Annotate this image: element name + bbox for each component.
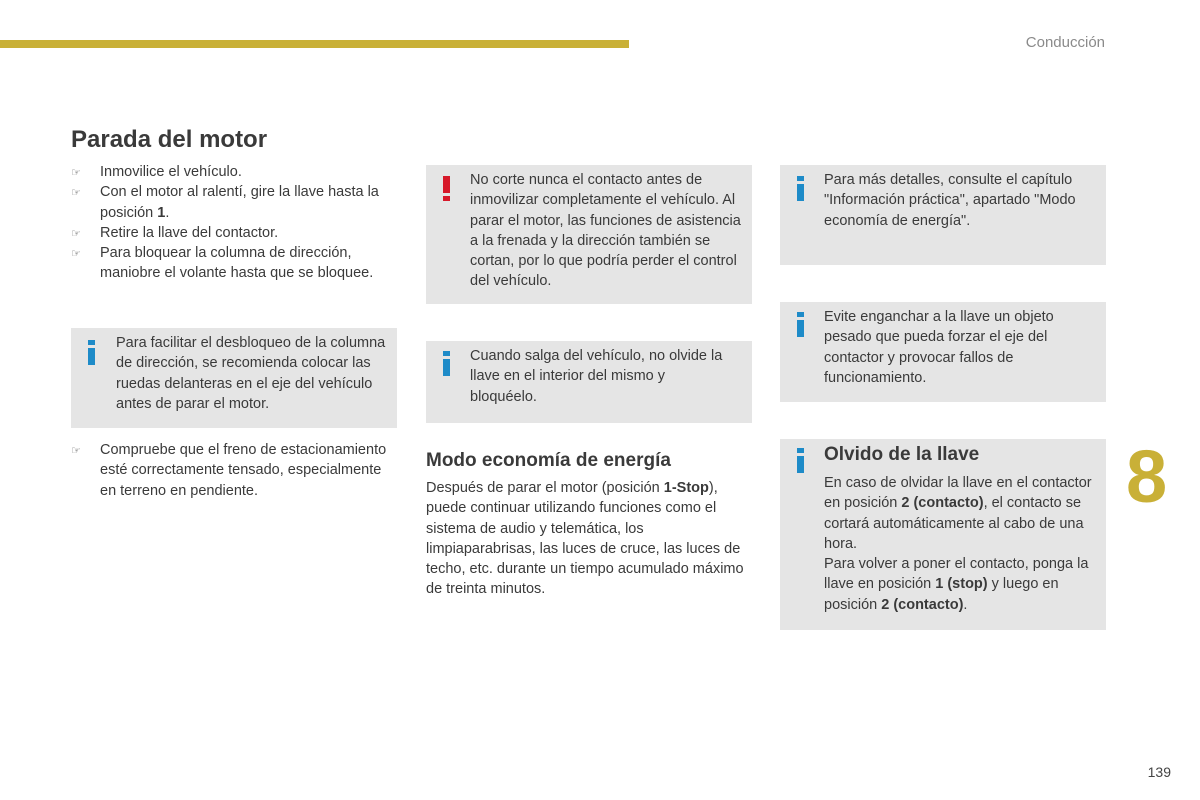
info-text: Evite enganchar a la llave un objeto pesado que pueda forzar el eje del contactor y provocar fallos de funcionamiento.: [824, 309, 1054, 386]
list-item: ☞ Retire la llave del contactor.: [71, 223, 406, 243]
header-accent-bar: [0, 40, 629, 48]
hand-pointer-icon: ☞: [71, 227, 81, 240]
step-list-2: [71, 440, 391, 501]
list-item: ☞ Para bloquear la columna de dirección, maniobre el volante hasta que se bloquee.: [71, 245, 374, 282]
info-text: Para más detalles, consulte el capítulo "Información práctica", apartado "Modo economía de energía".: [824, 172, 1076, 229]
hand-pointer-icon: ☞: [71, 167, 81, 179]
chapter-number: 8: [1126, 435, 1168, 518]
eco-mode-text: Después de parar el motor (posición 1-Stop), puede continuar utilizando funciones como el sistema de audio y telemática, los limpiaparabrisas, las luces de cruce, las luces de techo, etc. durante un tiempo acumulado máximo de treinta minutos.: [426, 480, 744, 598]
hand-pointer-icon: ☞: [71, 248, 81, 261]
eco-mode-title: Modo economía de energía: [426, 450, 671, 471]
hand-pointer-icon: ☞: [71, 445, 81, 457]
page-number: 139: [1147, 764, 1171, 780]
info-box-keyring: [780, 302, 1106, 402]
info-box-details: [780, 165, 1106, 265]
hand-pointer-icon: ☞: [71, 187, 81, 200]
list-item: ☞ Inmovilice el vehículo.: [71, 162, 406, 182]
warning-box: [426, 165, 752, 304]
info-box-forgotten-key: [780, 439, 1106, 630]
info-box-steering: [71, 328, 397, 428]
warning-text: No corte nunca el contacto antes de inmovilizar completamente el vehículo. Al parar el motor, las funciones de asistencia a la frenada y la dirección también se cortan, por lo que podría perder el control del vehículo.: [470, 172, 741, 290]
forgotten-key-text: En caso de olvidar la llave en el contactor en posición 2 (contacto), el contacto se cortará automáticamente al cabo de una hora. Para volver a poner el contacto, ponga la llave en posición 1 (stop) y luego en posición 2 (contacto).: [824, 475, 1092, 613]
info-box-key: [426, 341, 752, 423]
info-text: Cuando salga del vehículo, no olvide la llave en el interior del mismo y bloquéelo.: [470, 348, 723, 405]
page-title: Parada del motor: [71, 126, 268, 153]
running-header: Conducción: [1025, 34, 1105, 51]
list-item: ☞ Compruebe que el freno de estacionamiento esté correctamente tensado, especialmente en terreno en pendiente.: [71, 442, 387, 499]
list-item: ☞ Con el motor al ralentí, gire la llave hasta la posición 1.: [71, 184, 379, 221]
forgotten-key-title: Olvido de la llave: [824, 444, 980, 465]
info-text: Para facilitar el desbloqueo de la columna de dirección, se recomienda colocar las ruedas delanteras en el eje del vehículo antes de parar el motor.: [116, 335, 386, 412]
step-list: [71, 162, 406, 284]
